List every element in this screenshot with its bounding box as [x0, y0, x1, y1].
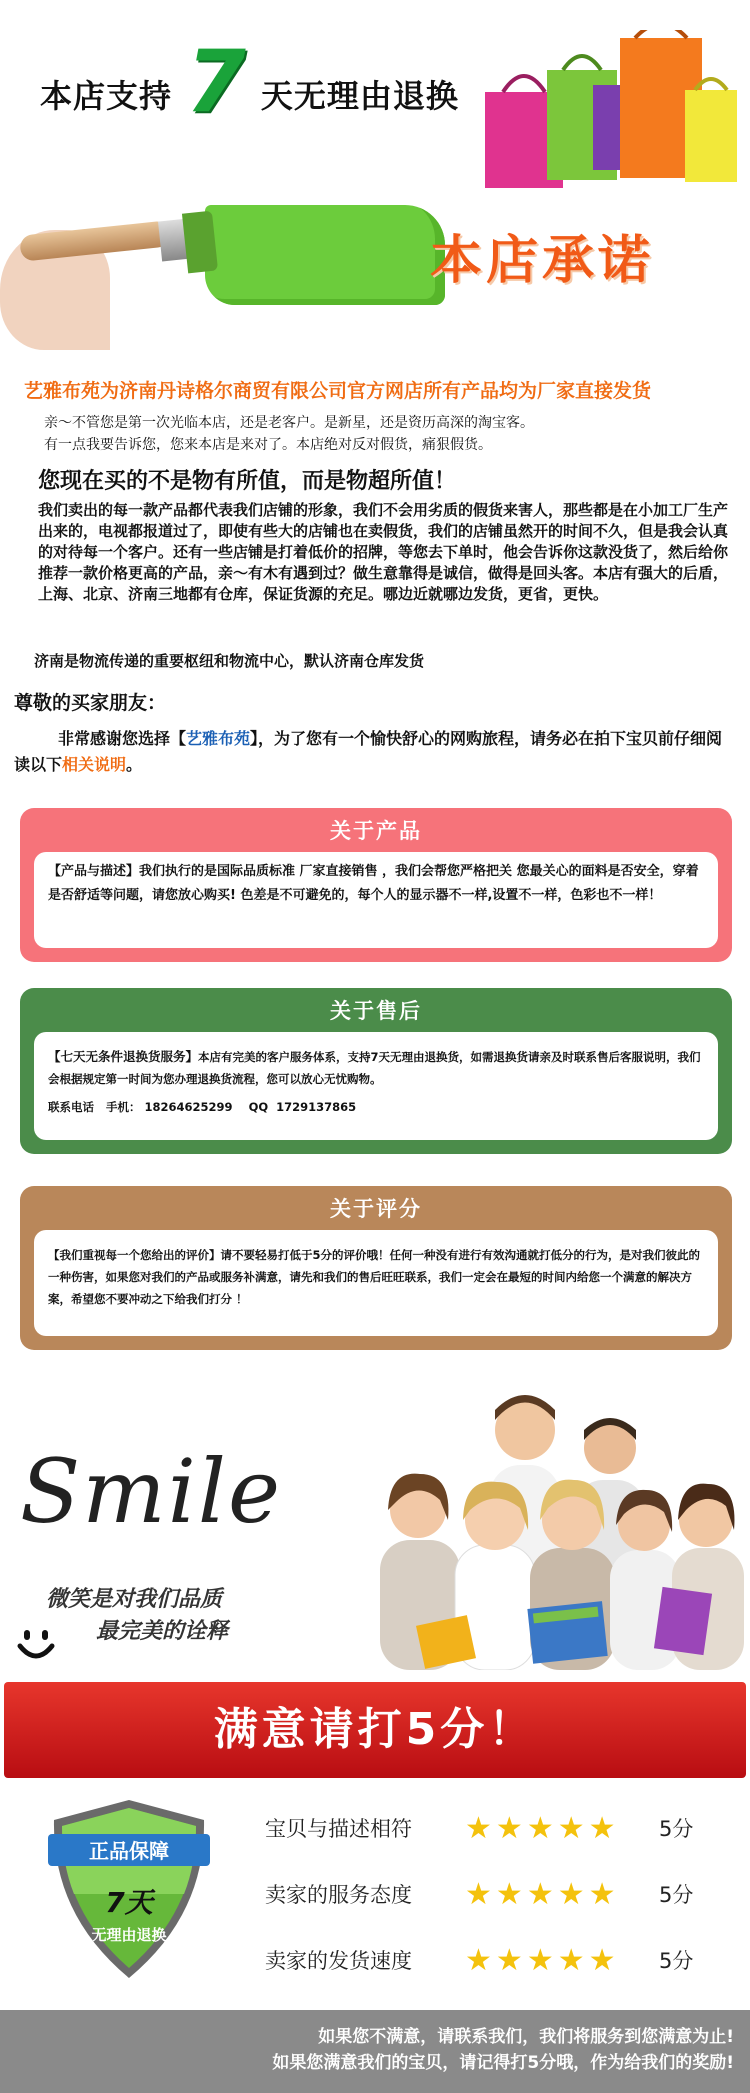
phone-number[interactable]: 18264625299 — [144, 1100, 233, 1114]
top-banner — [0, 0, 750, 370]
qq-number[interactable]: 1729137865 — [276, 1100, 357, 1114]
star-icon: ★ — [588, 1876, 616, 1912]
greeting-link[interactable]: 相关说明 — [62, 755, 127, 774]
greeting-title: 尊敬的买家朋友： — [14, 692, 167, 714]
after-sale-title: 关于售后 — [330, 999, 422, 1023]
star-icon: ★ — [557, 1942, 585, 1978]
yellow-bag-icon — [685, 79, 737, 182]
about-product-content — [34, 852, 718, 948]
smiley-face-icon — [16, 1624, 56, 1664]
after-sale-lead: 【七天无条件退换货服务】 — [48, 1049, 199, 1064]
rate-five-banner: 满意请打5分！ — [4, 1682, 746, 1778]
green-paint-stroke — [205, 205, 445, 305]
phone-label: 手机： — [106, 1100, 141, 1114]
star-icon: ★ — [495, 1942, 523, 1978]
intro-line-1: 亲～不管您是第一次光临本店，还是老客户。是新星，还是资历高深的淘宝客。 — [44, 415, 534, 431]
greeting-brand: 艺雅布苑 — [186, 729, 251, 748]
guarantee-shield-icon — [44, 1794, 214, 1984]
after-sale-paragraph — [48, 1046, 704, 1090]
rating-label: 卖家的服务态度 — [265, 1883, 412, 1907]
star-icon: ★ — [557, 1876, 585, 1912]
star-icon: ★ — [495, 1876, 523, 1912]
happy-people-photo — [360, 1370, 750, 1670]
shield-top-text: 正品保障 — [89, 1839, 169, 1863]
rating-score: 5分 — [659, 1817, 694, 1841]
footer-line-1: 如果您不满意，请联系我们，我们将服务到您满意为止! — [318, 2027, 734, 2047]
store-description: 我们卖出的每一款产品都代表我们店铺的形象，我们不会用劣质的假货来害人，那些都是在小加工厂生产出来的，电视都报道过了，即使有些大的店铺也在卖假货，我们的店铺虽然开的时间不久，但是我会认真的对待每一个客户。还有一些店铺是打着低价的招牌，等您去下单时，他会告诉你这款没货了，然后给你推荐一款价格更高的产品，亲～有木有遇到过？做生意靠得是诚信，做得是回头客。本店有强大的后盾，上海、北京、济南三地都有仓库，保证货源的充足。哪边近就哪边发货，更省，更快。 — [38, 501, 729, 603]
rating-label: 卖家的发货速度 — [265, 1949, 412, 1973]
star-icon: ★ — [495, 1810, 523, 1846]
greeting-text-mid: 】，为了您有一个愉快舒心的网购旅程，请务必在拍下宝贝前仔细阅读以下 — [14, 729, 723, 774]
value-heading: 您现在买的不是物有所值，而是物超所值！ — [38, 469, 457, 494]
smile-subtitle — [46, 1584, 228, 1648]
smile-section — [0, 1370, 750, 1670]
about-product-title: 关于产品 — [330, 819, 422, 843]
shopping-bags-image — [485, 30, 740, 190]
star-icon: ★ — [465, 1810, 492, 1846]
headline-suffix: 天无理由退换 — [260, 76, 459, 115]
store-promise-title: 本店承诺 — [430, 231, 655, 291]
paintbrush-icon — [182, 211, 218, 274]
smile-subtitle-line-1: 微笑是对我们品质 — [46, 1587, 223, 1612]
contact-label: 联系电话 — [48, 1100, 94, 1114]
star-icon: ★ — [465, 1942, 492, 1978]
intro-line-2: 有一点我要告诉您，您来本店是来对了。本店绝对反对假货，痛狠假货。 — [44, 437, 492, 453]
rating-score: 5分 — [659, 1883, 694, 1907]
ratings-section — [0, 1790, 750, 2000]
qq-label: QQ — [248, 1100, 269, 1114]
star-icon: ★ — [526, 1942, 554, 1978]
about-rating-title: 关于评分 — [330, 1197, 422, 1221]
about-product-box — [20, 808, 732, 962]
about-rating-box — [20, 1186, 732, 1350]
greeting-text — [14, 726, 734, 778]
footer-message — [0, 2010, 750, 2093]
shield-bottom-text: 无理由退换 — [91, 1926, 167, 1944]
greeting-text-pre: 非常感谢您选择【 — [58, 729, 187, 748]
rating-row — [265, 1940, 725, 1980]
star-rating — [465, 1811, 645, 1846]
star-icon: ★ — [557, 1810, 585, 1846]
greeting-section — [0, 682, 750, 792]
shield-number: 7天 — [105, 1886, 153, 1919]
contact-row — [48, 1096, 704, 1118]
rating-row — [265, 1808, 725, 1848]
intro-section — [0, 372, 750, 682]
rating-score: 5分 — [659, 1949, 694, 1973]
star-icon: ★ — [465, 1876, 492, 1912]
about-rating-content — [34, 1230, 718, 1336]
headline-seven: 7 — [186, 32, 247, 132]
after-sale-text: 本店有完美的客户服务体系，支持7天无理由退换货，如需退换货请亲及时联系售后客服说明，我们会根据规定第一时间为您办理退换货流程，您可以放心无忧购物。 — [48, 1050, 701, 1086]
about-product-text: 【产品与描述】我们执行的是国际品质标准 厂家直接销售 ，我们会帮您严格把关 您最关心的面料是否安全，穿着是否舒适等问题，请您放心购买! 色差是不可避免的，每个人的显示器不一样,设置不一样，色彩也不一样！ — [48, 864, 699, 903]
folder-icon — [654, 1587, 712, 1655]
star-icon: ★ — [526, 1810, 554, 1846]
footer-line-2: 如果您满意我们的宝贝，请记得打5分哦，作为给我们的奖励! — [272, 2053, 734, 2073]
rating-row — [265, 1874, 725, 1914]
headline-prefix: 本店支持 — [40, 76, 173, 115]
brand-statement: 艺雅布苑为济南丹诗格尔商贸有限公司官方网店所有产品均为厂家直接发货 — [24, 380, 652, 402]
return-policy-headline — [40, 32, 459, 132]
smile-subtitle-line-2: 最完美的诠释 — [96, 1619, 229, 1644]
after-sale-box — [20, 988, 732, 1154]
smile-word: Smile — [20, 1440, 283, 1543]
folder-icon — [527, 1601, 607, 1664]
rating-label: 宝贝与描述相符 — [265, 1817, 412, 1841]
greeting-text-post: 。 — [126, 755, 143, 774]
star-rating — [465, 1877, 645, 1912]
about-rating-text: 【我们重视每一个您给出的评价】请不要轻易打低于5分的评价哦！任何一种没有进行有效沟通就打低分的行为，是对我们彼此的一种伤害，如果您对我们的产品或服务补满意，请先和我们的售后旺旺联系，我们一定会在最短的时间内给您一个满意的解决方案，希望您不要冲动之下给我们打分 ！ — [48, 1248, 700, 1306]
star-rating — [465, 1943, 645, 1978]
star-icon: ★ — [588, 1942, 616, 1978]
star-icon: ★ — [526, 1876, 554, 1912]
star-icon: ★ — [588, 1810, 616, 1846]
after-sale-content — [34, 1032, 718, 1140]
logistics-note: 济南是物流传递的重要枢纽和物流中心，默认济南仓库发货 — [34, 652, 425, 670]
